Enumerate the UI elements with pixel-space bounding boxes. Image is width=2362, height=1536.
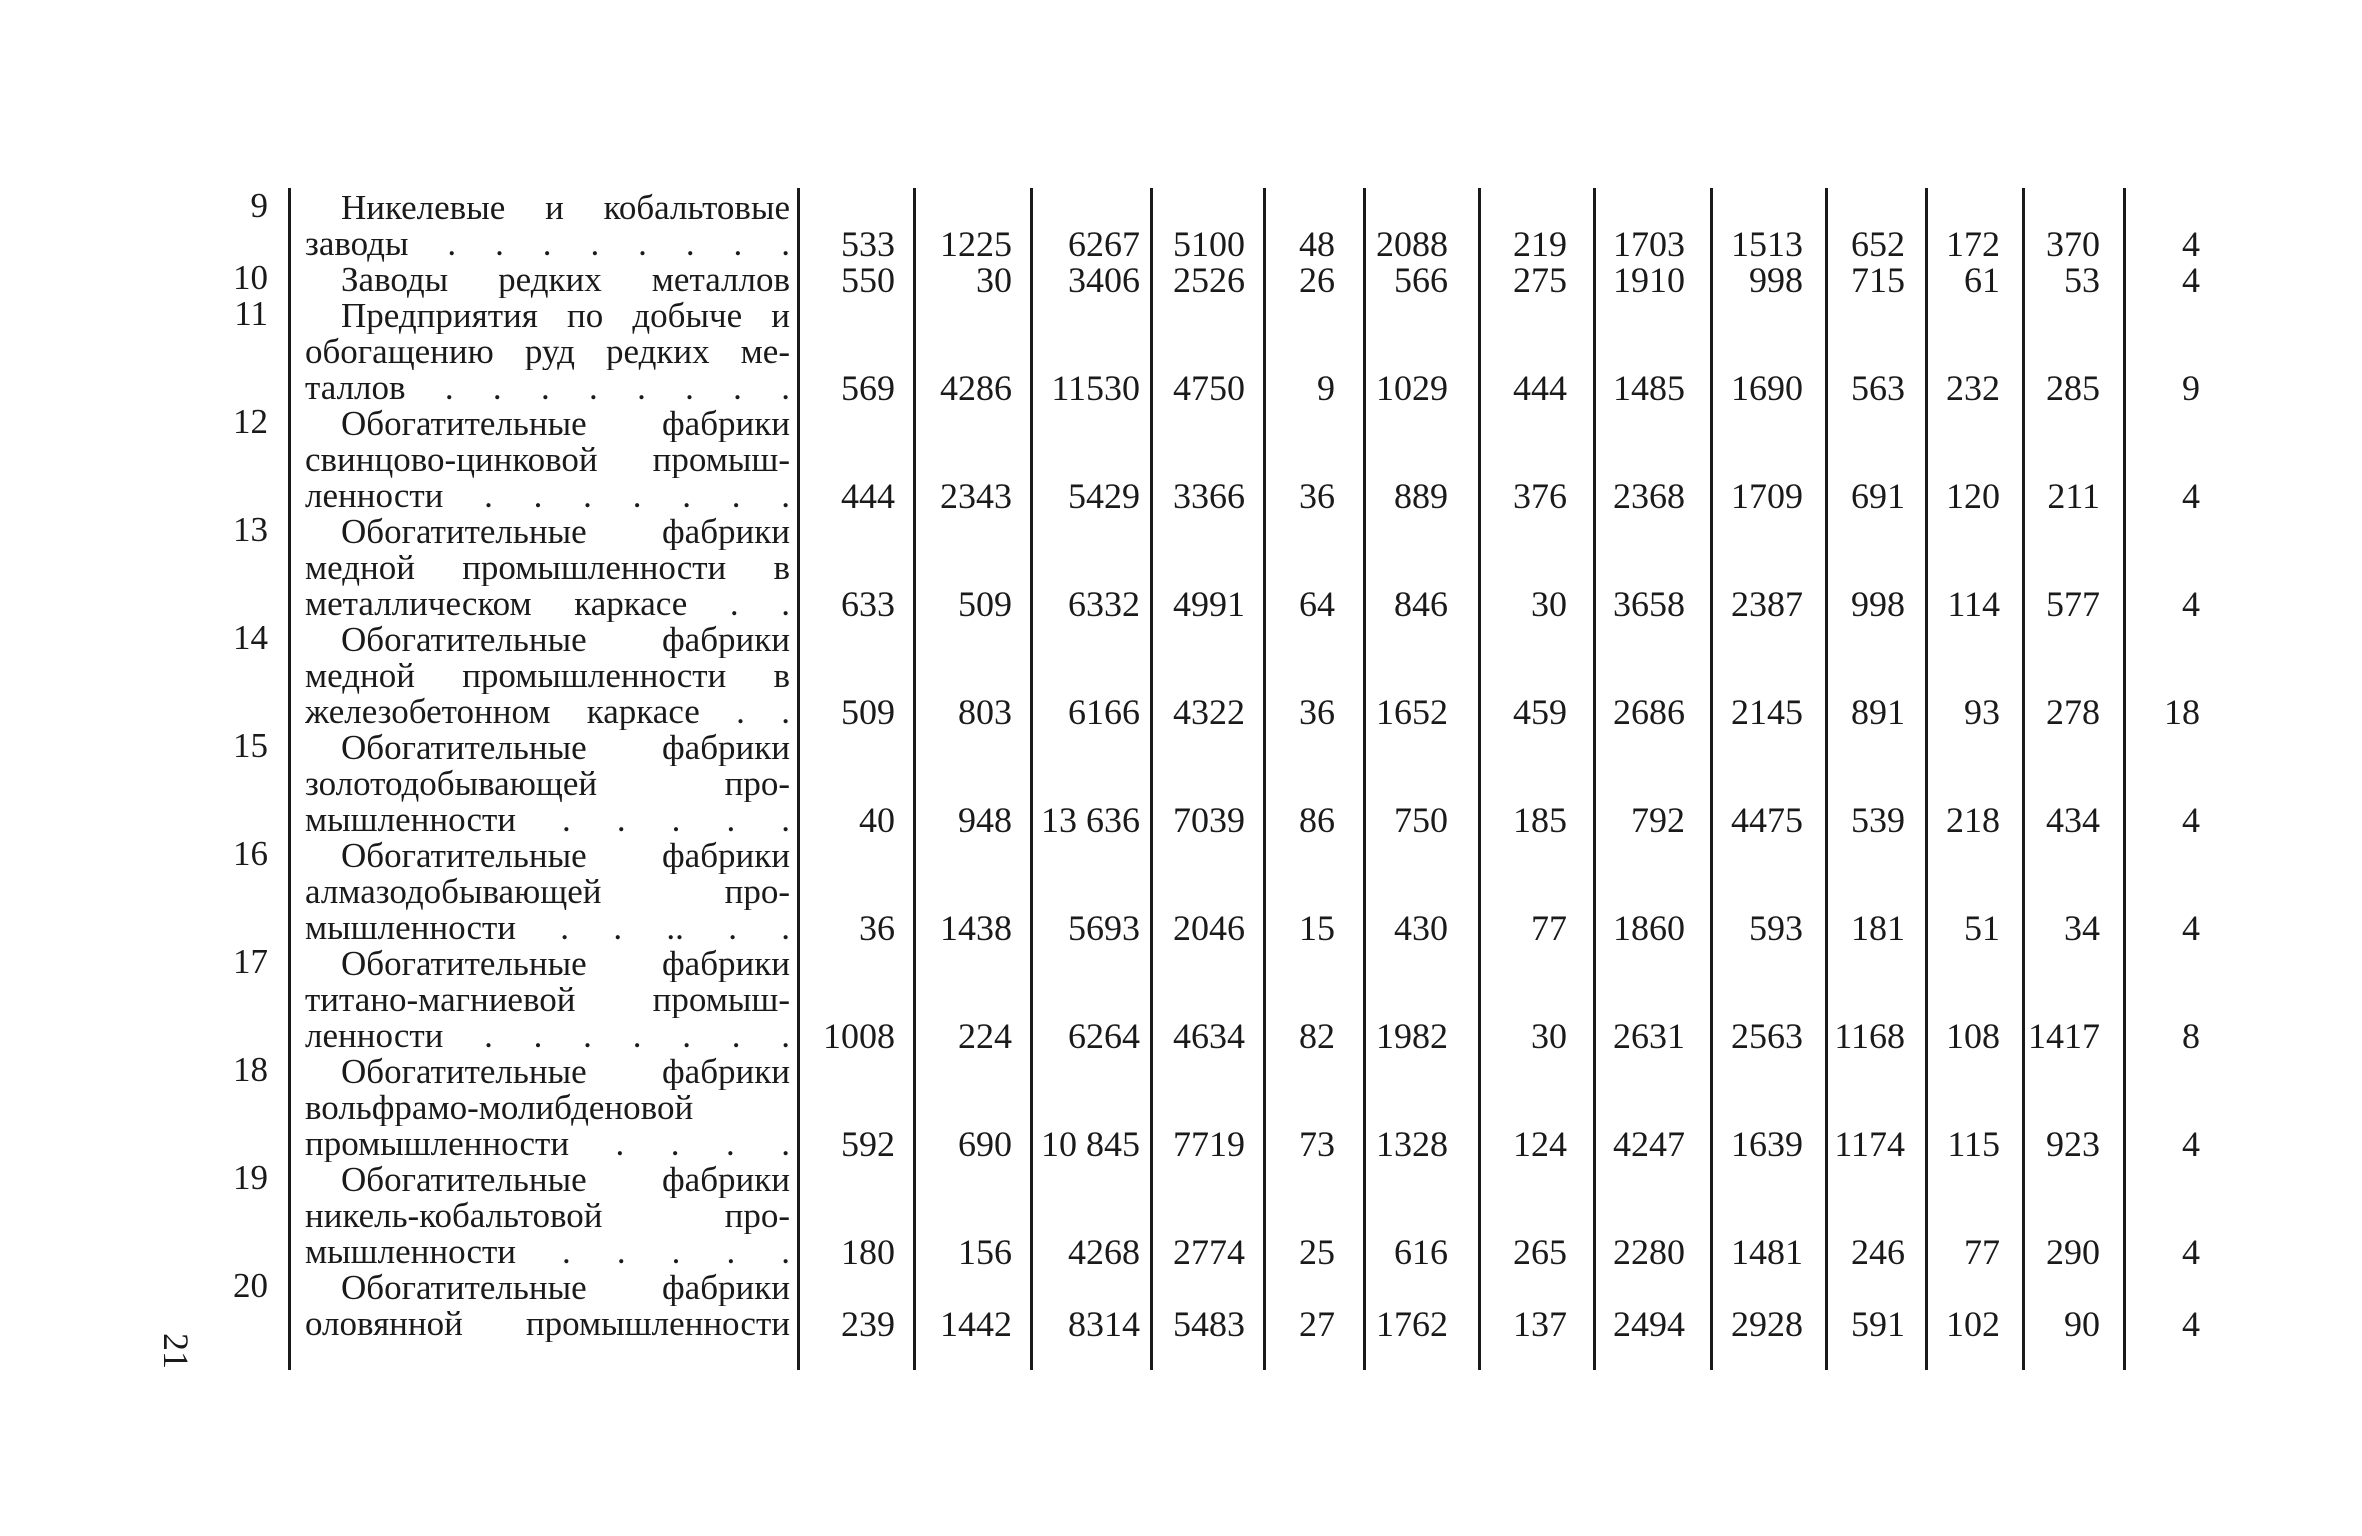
row-name-line: никель-кобальтовой про-: [305, 1198, 790, 1234]
table-cell: 218: [1946, 800, 2000, 840]
row-name-line: Обогатительные фабрики: [341, 1054, 790, 1090]
row-name-line: металлическом каркасе . .: [305, 586, 790, 622]
row-name-line: мышленности . . . . .: [305, 802, 790, 838]
column-rule: [1030, 188, 1033, 1370]
row-name: [305, 406, 790, 514]
column-rule: [1363, 188, 1366, 1370]
table-cell: 114: [1947, 584, 2000, 624]
table-cell: 998: [1749, 260, 1803, 300]
row-name-line: обогащению руд редких ме-: [305, 334, 790, 370]
row-name-line: Обогатительные фабрики: [341, 730, 790, 766]
table-cell: 73: [1299, 1124, 1335, 1164]
row-number: 18: [233, 1050, 268, 1089]
table-cell: 4634: [1173, 1016, 1245, 1056]
table-cell: 36: [1299, 692, 1335, 732]
table-cell: 533: [841, 224, 895, 264]
table-cell: 6264: [1068, 1016, 1140, 1056]
row-name-line: мышленности . . .. . .: [305, 910, 790, 946]
table-cell: 6332: [1068, 584, 1140, 624]
table-cell: 18: [2164, 692, 2200, 732]
table-cell: 652: [1851, 224, 1905, 264]
table-cell: 77: [1964, 1232, 2000, 1272]
table-cell: 444: [1513, 368, 1567, 408]
row-name-line: Никелевые и кобальтовые: [341, 190, 790, 226]
table-cell: 592: [841, 1124, 895, 1164]
row-number: 11: [234, 294, 268, 333]
table-cell: 2046: [1173, 908, 1245, 948]
table-cell: 1481: [1731, 1232, 1803, 1272]
table-cell: 180: [841, 1232, 895, 1272]
table-cell: 219: [1513, 224, 1567, 264]
row-name: [305, 946, 790, 1054]
row-name: [305, 838, 790, 946]
table-cell: 25: [1299, 1232, 1335, 1272]
table-cell: 120: [1946, 476, 2000, 516]
table-cell: 376: [1513, 476, 1567, 516]
row-name-line: Обогатительные фабрики: [341, 838, 790, 874]
table-cell: 4286: [940, 368, 1012, 408]
table-cell: 509: [841, 692, 895, 732]
table-cell: 1442: [940, 1304, 1012, 1344]
table-cell: 4: [2182, 224, 2200, 264]
table-cell: 846: [1394, 584, 1448, 624]
table-cell: 566: [1394, 260, 1448, 300]
column-rule: [288, 188, 291, 1370]
column-rule: [913, 188, 916, 1370]
table-cell: 4247: [1613, 1124, 1685, 1164]
table-cell: 792: [1631, 800, 1685, 840]
row-name-line: Обогатительные фабрики: [341, 406, 790, 442]
row-name-line: вольфрамо-молибденовой: [305, 1090, 694, 1126]
table-cell: 4475: [1731, 800, 1803, 840]
table-cell: 51: [1964, 908, 2000, 948]
table-cell: 2631: [1613, 1016, 1685, 1056]
column-rule: [1263, 188, 1266, 1370]
table-cell: 246: [1851, 1232, 1905, 1272]
table-cell: 5483: [1173, 1304, 1245, 1344]
table-cell: 278: [2046, 692, 2100, 732]
table-cell: 2526: [1173, 260, 1245, 300]
table-cell: 64: [1299, 584, 1335, 624]
column-rule: [1593, 188, 1596, 1370]
table-cell: 8: [2182, 1016, 2200, 1056]
row-name: [305, 730, 790, 838]
table-cell: 36: [859, 908, 895, 948]
table-cell: 1703: [1613, 224, 1685, 264]
table-cell: 577: [2046, 584, 2100, 624]
table-cell: 1690: [1731, 368, 1803, 408]
table-cell: 434: [2046, 800, 2100, 840]
row-number: 16: [233, 834, 268, 873]
table-cell: 4: [2182, 1124, 2200, 1164]
row-number: 14: [233, 618, 268, 657]
row-number: 15: [233, 726, 268, 765]
table-cell: 430: [1394, 908, 1448, 948]
row-name: [305, 514, 790, 622]
table-cell: 1652: [1376, 692, 1448, 732]
table-cell: 4: [2182, 800, 2200, 840]
column-rule: [1710, 188, 1713, 1370]
page-number: 21: [156, 1333, 196, 1369]
table-cell: 4: [2182, 476, 2200, 516]
column-rule: [2123, 188, 2126, 1370]
table-cell: 691: [1851, 476, 1905, 516]
table-cell: 2563: [1731, 1016, 1803, 1056]
table-cell: 563: [1851, 368, 1905, 408]
table-cell: 34: [2064, 908, 2100, 948]
row-name-line: золотодобывающей про-: [305, 766, 790, 802]
table-cell: 593: [1749, 908, 1803, 948]
row-name: [305, 622, 790, 730]
table-cell: 2774: [1173, 1232, 1245, 1272]
table-cell: 10 845: [1041, 1124, 1140, 1164]
table-cell: 1225: [940, 224, 1012, 264]
row-name-line: медной промышленности в: [305, 658, 790, 694]
table-cell: 715: [1851, 260, 1905, 300]
table-cell: 1417: [2028, 1016, 2100, 1056]
table-cell: 1029: [1376, 368, 1448, 408]
table-cell: 616: [1394, 1232, 1448, 1272]
table-cell: 948: [958, 800, 1012, 840]
table-cell: 5100: [1173, 224, 1245, 264]
table-cell: 6166: [1068, 692, 1140, 732]
row-number: 12: [233, 402, 268, 441]
row-name-line: железобетонном каркасе . .: [305, 694, 790, 730]
table-cell: 2494: [1613, 1304, 1685, 1344]
table-cell: 550: [841, 260, 895, 300]
table-cell: 591: [1851, 1304, 1905, 1344]
row-name-line: оловянной промышленности: [305, 1306, 790, 1342]
row-number: 20: [233, 1266, 268, 1305]
table-cell: 1860: [1613, 908, 1685, 948]
table-cell: 1485: [1613, 368, 1685, 408]
table-cell: 539: [1851, 800, 1905, 840]
table-cell: 3406: [1068, 260, 1140, 300]
table-cell: 36: [1299, 476, 1335, 516]
row-name-line: Обогатительные фабрики: [341, 946, 790, 982]
table-cell: 40: [859, 800, 895, 840]
column-rule: [1478, 188, 1481, 1370]
table-cell: 1328: [1376, 1124, 1448, 1164]
table-cell: 1982: [1376, 1016, 1448, 1056]
table-cell: 9: [2182, 368, 2200, 408]
row-name-line: заводы . . . . . . . .: [305, 226, 790, 262]
row-name-line: титано-магниевой промыш-: [305, 982, 790, 1018]
table-cell: 232: [1946, 368, 2000, 408]
row-name-line: медной промышленности в: [305, 550, 790, 586]
table-cell: 275: [1513, 260, 1567, 300]
table-cell: 86: [1299, 800, 1335, 840]
table-cell: 82: [1299, 1016, 1335, 1056]
table-cell: 102: [1946, 1304, 2000, 1344]
table-cell: 4: [2182, 1232, 2200, 1272]
table-cell: 26: [1299, 260, 1335, 300]
table-cell: 53: [2064, 260, 2100, 300]
table-cell: 2343: [940, 476, 1012, 516]
table-cell: 285: [2046, 368, 2100, 408]
table-cell: 923: [2046, 1124, 2100, 1164]
row-number: 17: [233, 942, 268, 981]
table-cell: 2280: [1613, 1232, 1685, 1272]
table-cell: 3658: [1613, 584, 1685, 624]
table-cell: 2928: [1731, 1304, 1803, 1344]
table-cell: 48: [1299, 224, 1335, 264]
table-cell: 459: [1513, 692, 1567, 732]
table-cell: 4750: [1173, 368, 1245, 408]
table-cell: 1762: [1376, 1304, 1448, 1344]
table-cell: 1513: [1731, 224, 1803, 264]
table-cell: 2088: [1376, 224, 1448, 264]
column-rule: [1925, 188, 1928, 1370]
row-name-line: Обогатительные фабрики: [341, 514, 790, 550]
table-cell: 181: [1851, 908, 1905, 948]
row-name: [305, 1270, 790, 1342]
table-cell: 998: [1851, 584, 1905, 624]
table-cell: 889: [1394, 476, 1448, 516]
table-cell: 2368: [1613, 476, 1685, 516]
table-cell: 5429: [1068, 476, 1140, 516]
table-cell: 6267: [1068, 224, 1140, 264]
table-cell: 77: [1531, 908, 1567, 948]
table-cell: 4991: [1173, 584, 1245, 624]
row-name-line: Предприятия по добыче и: [341, 298, 790, 334]
table-cell: 509: [958, 584, 1012, 624]
table-cell: 4: [2182, 260, 2200, 300]
table-cell: 2686: [1613, 692, 1685, 732]
table-cell: 1438: [940, 908, 1012, 948]
table-cell: 750: [1394, 800, 1448, 840]
table-cell: 4: [2182, 584, 2200, 624]
table-cell: 265: [1513, 1232, 1567, 1272]
table-cell: 1174: [1834, 1124, 1905, 1164]
table-cell: 211: [2047, 476, 2100, 516]
table-cell: 2387: [1731, 584, 1803, 624]
table-cell: 15: [1299, 908, 1335, 948]
table-cell: 4268: [1068, 1232, 1140, 1272]
table-cell: 4: [2182, 908, 2200, 948]
column-rule: [797, 188, 800, 1370]
row-name: [305, 262, 790, 298]
table-cell: 108: [1946, 1016, 2000, 1056]
column-rule: [1825, 188, 1828, 1370]
row-number: 10: [233, 258, 268, 297]
table-cell: 7039: [1173, 800, 1245, 840]
row-name-line: Обогатительные фабрики: [341, 622, 790, 658]
row-number: 19: [233, 1158, 268, 1197]
table-cell: 633: [841, 584, 895, 624]
row-name: [305, 190, 790, 262]
table-cell: 3366: [1173, 476, 1245, 516]
table-cell: 5693: [1068, 908, 1140, 948]
table-cell: 90: [2064, 1304, 2100, 1344]
table-cell: 27: [1299, 1304, 1335, 1344]
column-rule: [2022, 188, 2025, 1370]
row-name: [305, 1054, 790, 1162]
table-cell: 11530: [1051, 368, 1140, 408]
column-rule: [1150, 188, 1153, 1370]
table-cell: 172: [1946, 224, 2000, 264]
table-cell: 370: [2046, 224, 2100, 264]
row-name-line: мышленности . . . . .: [305, 1234, 790, 1270]
table-cell: 124: [1513, 1124, 1567, 1164]
table-cell: 1168: [1834, 1016, 1905, 1056]
table-cell: 13 636: [1041, 800, 1140, 840]
row-name-line: ленности . . . . . . .: [305, 1018, 790, 1054]
row-number: 9: [250, 186, 268, 225]
table-cell: 61: [1964, 260, 2000, 300]
table-cell: 9: [1317, 368, 1335, 408]
row-name-line: Заводы редких металлов: [341, 262, 790, 298]
table-cell: 137: [1513, 1304, 1567, 1344]
table-cell: 290: [2046, 1232, 2100, 1272]
table-cell: 1910: [1613, 260, 1685, 300]
table-cell: 1639: [1731, 1124, 1803, 1164]
row-name-line: Обогатительные фабрики: [341, 1270, 790, 1306]
row-name-line: свинцово-цинковой промыш-: [305, 442, 790, 478]
table-cell: 891: [1851, 692, 1905, 732]
row-name: [305, 1162, 790, 1270]
row-name-line: алмазодобывающей про-: [305, 874, 790, 910]
table-cell: 30: [976, 260, 1012, 300]
table-cell: 4322: [1173, 692, 1245, 732]
row-name-line: ленности . . . . . . .: [305, 478, 790, 514]
row-name-line: таллов . . . . . . . .: [305, 370, 790, 406]
table-cell: 1709: [1731, 476, 1803, 516]
table-cell: 7719: [1173, 1124, 1245, 1164]
row-name: [305, 298, 790, 406]
table-cell: 444: [841, 476, 895, 516]
table-cell: 185: [1513, 800, 1567, 840]
row-number: 13: [233, 510, 268, 549]
table-cell: 30: [1531, 584, 1567, 624]
table-cell: 156: [958, 1232, 1012, 1272]
table-cell: 8314: [1068, 1304, 1140, 1344]
table-cell: 2145: [1731, 692, 1803, 732]
table-cell: 93: [1964, 692, 2000, 732]
table-cell: 115: [1947, 1124, 2000, 1164]
table-cell: 690: [958, 1124, 1012, 1164]
table-cell: 239: [841, 1304, 895, 1344]
table-cell: 1008: [823, 1016, 895, 1056]
table-cell: 30: [1531, 1016, 1567, 1056]
table-cell: 803: [958, 692, 1012, 732]
row-name-line: Обогатительные фабрики: [341, 1162, 790, 1198]
table-cell: 569: [841, 368, 895, 408]
table-cell: 224: [958, 1016, 1012, 1056]
table-cell: 4: [2182, 1304, 2200, 1344]
row-name-line: промышленности . . . .: [305, 1126, 790, 1162]
